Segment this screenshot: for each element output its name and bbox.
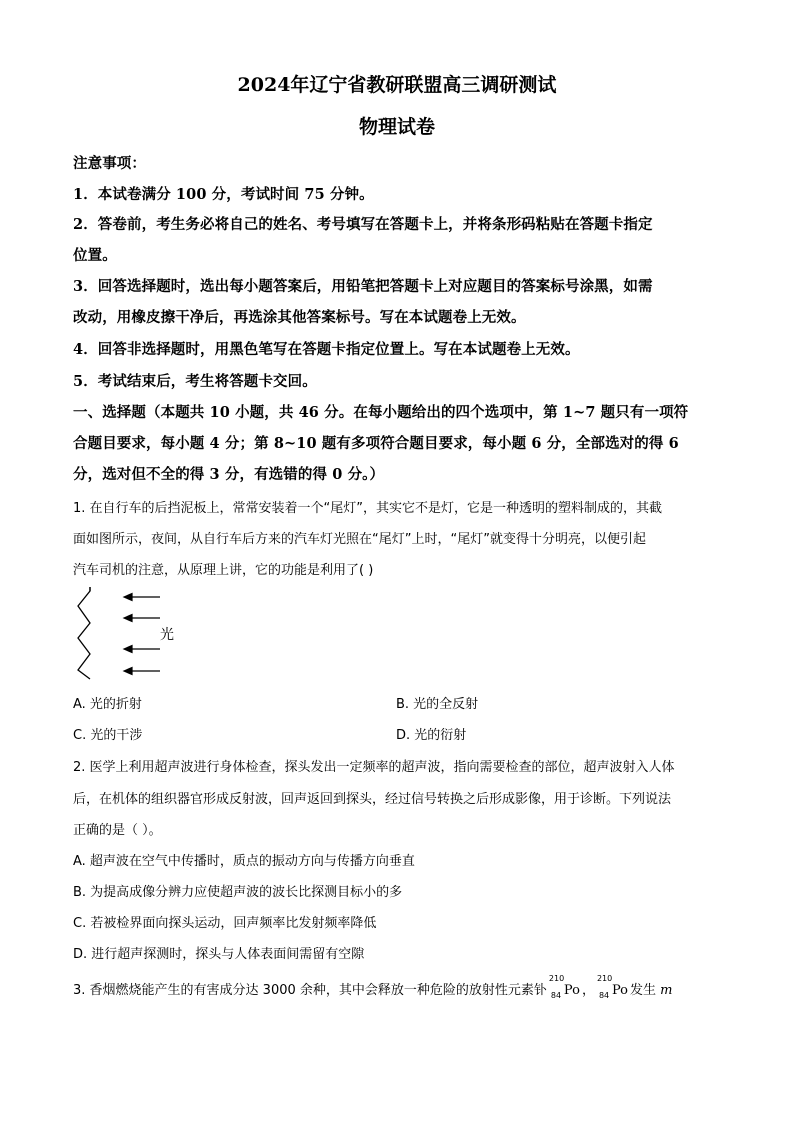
question-3-line [73, 974, 673, 1000]
q2-option-d: D. 进行超声探测时，探头与人体表面间需留有空隙 [73, 947, 365, 962]
notice-line: 4．回答非选择题时，用黑色笔写在答题卡指定位置上。写在本试题卷上无效。 [73, 341, 580, 358]
question-1-line: 1. 在自行车的后挡泥板上，常常安装着一个“尾灯”，其实它不是灯，它是一种透明的塑料制成的，其截 [73, 501, 663, 516]
nuclide-atomic-number: 84 [598, 991, 610, 1000]
nuclide-symbol: Po [563, 983, 580, 998]
light-ray-arrows [124, 594, 160, 675]
q1-option-c: C. 光的干涉 [73, 728, 143, 743]
notice-line: 改动，用橡皮擦干净后，再选涂其他答案标号。写在本试题卷上无效。 [73, 309, 526, 326]
section-heading-line: 一、选择题（本题共 10 小题，共 46 分。在每小题给出的四个选项中，第 1~7 题只有一项符 [73, 404, 689, 421]
question-2-line: 后，在机体的组织器官形成反射波，回声返回到探头，经过信号转换之后形成影像，用于诊断。下列说法 [73, 792, 672, 807]
section-heading-line: 合题目要求，每小题 4 分；第 8~10 题有多项符合题目要求，每小题 6 分，全部选对的得 6 [73, 435, 679, 452]
q3-text-cont: 发生 [630, 983, 657, 998]
notice-heading: 注意事项： [73, 155, 146, 172]
section-heading-line: 分，选对但不全的得 3 分，有选错的得 0 分。） [73, 466, 385, 483]
question-1-line: 汽车司机的注意，从原理上讲，它的功能是利用了( ) [73, 563, 374, 578]
q1-option-d: D. 光的衍射 [396, 728, 467, 743]
notice-line: 3．回答选择题时，选出每小题答案后，用铅笔把答题卡上对应题目的答案标号涂黑，如需 [73, 278, 653, 295]
nuclide-mass-number: 210 [596, 974, 613, 983]
nuclide-po-210 [596, 974, 628, 1000]
q3-variable-m: m [660, 983, 673, 998]
q3-comma: ， [581, 983, 595, 998]
q1-option-b: B. 光的全反射 [396, 697, 479, 712]
q3-text: 3. 香烟燃烧能产生的有害成分达 3000 余种，其中会释放一种危险的放射性元素钋 [73, 983, 547, 998]
exam-subtitle: 物理试卷 [358, 116, 435, 138]
nuclide-atomic-number: 84 [550, 991, 562, 1000]
question-1-line: 面如图所示，夜间，从自行车后方来的汽车灯光照在“尾灯”上时，“尾灯”就变得十分明亮，以便引起 [73, 532, 646, 547]
q2-option-c: C. 若被检界面向探头运动，回声频率比发射频率降低 [73, 916, 377, 931]
nuclide-po-210 [548, 974, 580, 1000]
notice-line: 5．考试结束后，考生将答题卡交回。 [73, 373, 317, 390]
question-2-line: 2. 医学上利用超声波进行身体检查，探头发出一定频率的超声波，指向需要检查的部位，超声波射入人体 [73, 760, 675, 775]
tail-light-cross-section [78, 587, 90, 679]
notice-line: 1．本试卷满分 100 分，考试时间 75 分钟。 [73, 186, 374, 203]
nuclide-mass-number: 210 [548, 974, 565, 983]
figure-label-light: 光 [160, 627, 174, 643]
q2-option-a: A. 超声波在空气中传播时，质点的振动方向与传播方向垂直 [73, 854, 415, 869]
notice-line: 位置。 [73, 247, 117, 264]
nuclide-symbol: Po [611, 983, 628, 998]
q1-option-a: A. 光的折射 [73, 697, 142, 712]
exam-title: 2024年辽宁省教研联盟高三调研测试 [237, 74, 557, 96]
q2-option-b: B. 为提高成像分辨力应使超声波的波长比探测目标小的多 [73, 885, 403, 900]
tail-light-figure [70, 583, 190, 683]
notice-line: 2．答卷前，考生务必将自己的姓名、考号填写在答题卡上，并将条形码粘贴在答题卡指定 [73, 216, 653, 233]
question-2-line: 正确的是（ ）。 [73, 823, 162, 838]
